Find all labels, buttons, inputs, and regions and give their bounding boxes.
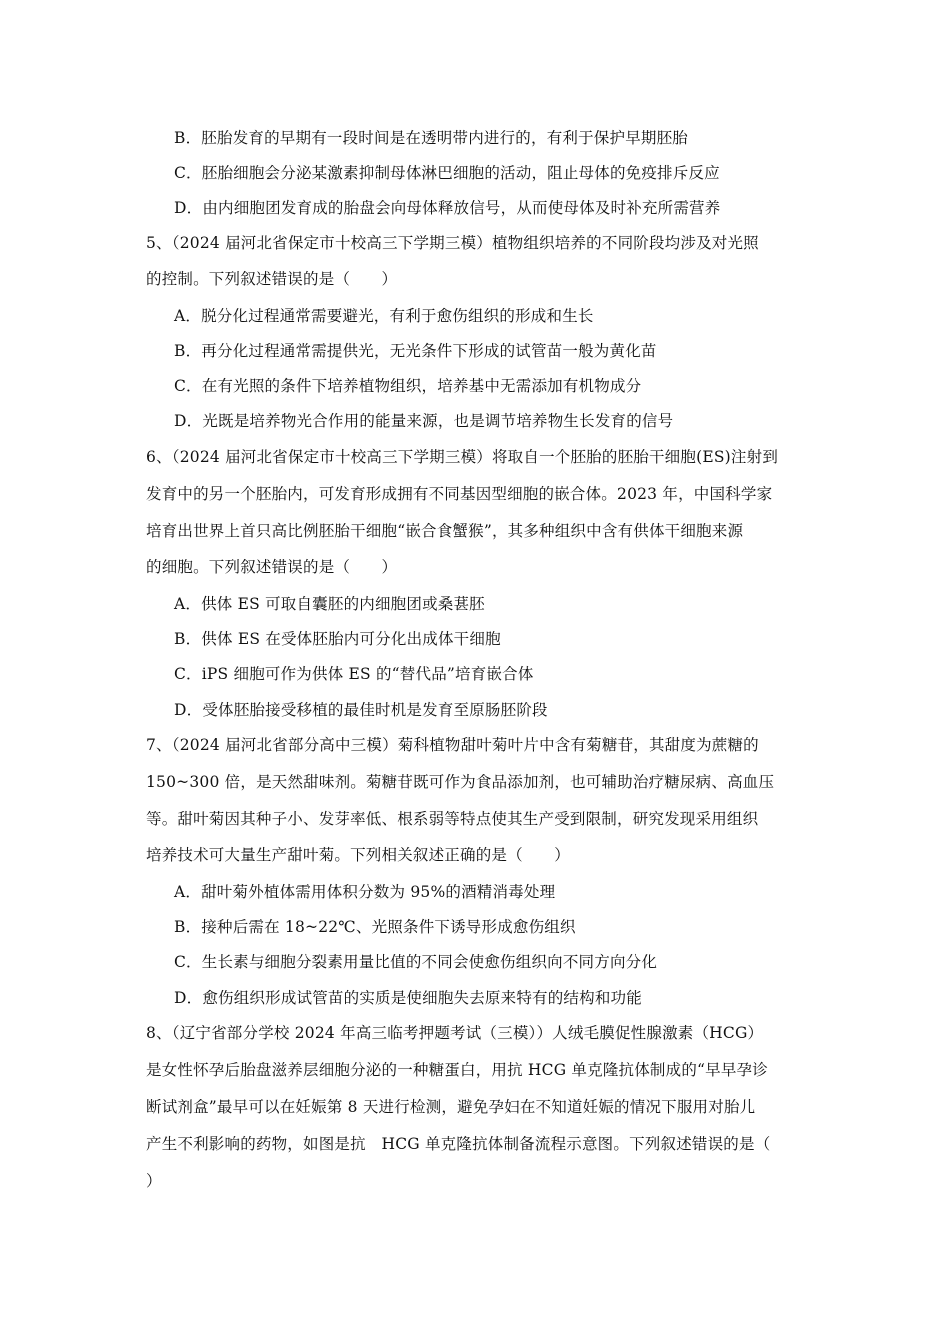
question-8-stem-line: 断试剂盒”最早可以在妊娠第 8 天进行检测，避免孕妇在不知道妊娠的情况下服用对胎儿 [146, 1098, 756, 1116]
question-6-option-a: A．供体 ES 可取自囊胚的内细胞团或桑葚胚 [174, 595, 485, 613]
question-5-stem-line: 的控制。下列叙述错误的是（ ） [146, 270, 398, 288]
question-8-stem-line: 产生不利影响的药物，如图是抗 HCG 单克隆抗体制备流程示意图。下列叙述错误的是（ [146, 1135, 771, 1153]
question-6-stem-line: 6、（2024 届河北省保定市十校高三下学期三模）将取自一个胚胎的胚胎干细胞(ES)注射到 [146, 448, 779, 466]
question-8-stem-line: 8、（辽宁省部分学校 2024 年高三临考押题考试（三模））人绒毛膜促性腺激素（HCG） [146, 1024, 764, 1042]
question-7-option-b: B．接种后需在 18~22℃、光照条件下诱导形成愈伤组织 [174, 918, 576, 936]
prev-question-option-b: B．胚胎发育的早期有一段时间是在透明带内进行的，有利于保护早期胚胎 [174, 129, 688, 147]
question-7-option-c: C．生长素与细胞分裂素用量比值的不同会使愈伤组织向不同方向分化 [174, 953, 658, 971]
question-5-option-b: B．再分化过程通常需提供光，无光条件下形成的试管苗一般为黄化苗 [174, 342, 657, 360]
question-7-stem-line: 7、（2024 届河北省部分高中三模）菊科植物甜叶菊叶片中含有菊糖苷，其甜度为蔗糖的 [146, 736, 759, 754]
question-6-stem-line: 的细胞。下列叙述错误的是（ ） [146, 558, 398, 576]
question-7-stem-line: 等。甜叶菊因其种子小、发芽率低、根系弱等特点使其生产受到限制，研究发现采用组织 [146, 810, 759, 828]
question-5-option-d: D．光既是培养物光合作用的能量来源，也是调节培养物生长发育的信号 [174, 412, 674, 430]
question-6-option-b: B．供体 ES 在受体胚胎内可分化出成体干细胞 [174, 630, 501, 648]
question-7-stem-line: 培养技术可大量生产甜叶菊。下列相关叙述正确的是（ ） [146, 846, 570, 864]
question-6-stem-line: 发育中的另一个胚胎内，可发育形成拥有不同基因型细胞的嵌合体。2023 年，中国科学家 [146, 485, 773, 503]
question-7-stem-line: 150~300 倍，是天然甜味剂。菊糖苷既可作为食品添加剂，也可辅助治疗糖尿病、高血压 [146, 773, 775, 791]
question-8-stem-line: ） [146, 1172, 162, 1190]
question-7-option-a: A．甜叶菊外植体需用体积分数为 95%的酒精消毒处理 [174, 883, 556, 901]
question-8-stem-line: 是女性怀孕后胎盘滋养层细胞分泌的一种糖蛋白，用抗 HCG 单克隆抗体制成的“早早孕诊 [146, 1061, 768, 1079]
question-5-option-a: A．脱分化过程通常需要避光，有利于愈伤组织的形成和生长 [174, 307, 594, 325]
question-6-stem-line: 培育出世界上首只高比例胚胎干细胞“嵌合食蟹猴”，其多种组织中含有供体干细胞来源 [146, 522, 744, 540]
question-7-option-d: D．愈伤组织形成试管苗的实质是使细胞失去原来特有的结构和功能 [174, 989, 642, 1007]
prev-question-option-c: C．胚胎细胞会分泌某激素抑制母体淋巴细胞的活动，阻止母体的免疫排斥反应 [174, 164, 720, 182]
question-6-option-d: D．受体胚胎接受移植的最佳时机是发育至原肠胚阶段 [174, 701, 548, 719]
question-6-option-c: C．iPS 细胞可作为供体 ES 的“替代品”培育嵌合体 [174, 665, 534, 683]
prev-question-option-d: D．由内细胞团发育成的胎盘会向母体释放信号，从而使母体及时补充所需营养 [174, 199, 721, 217]
question-5-stem-line: 5、（2024 届河北省保定市十校高三下学期三模）植物组织培养的不同阶段均涉及对光照 [146, 234, 759, 252]
question-5-option-c: C．在有光照的条件下培养植物组织，培养基中无需添加有机物成分 [174, 377, 642, 395]
